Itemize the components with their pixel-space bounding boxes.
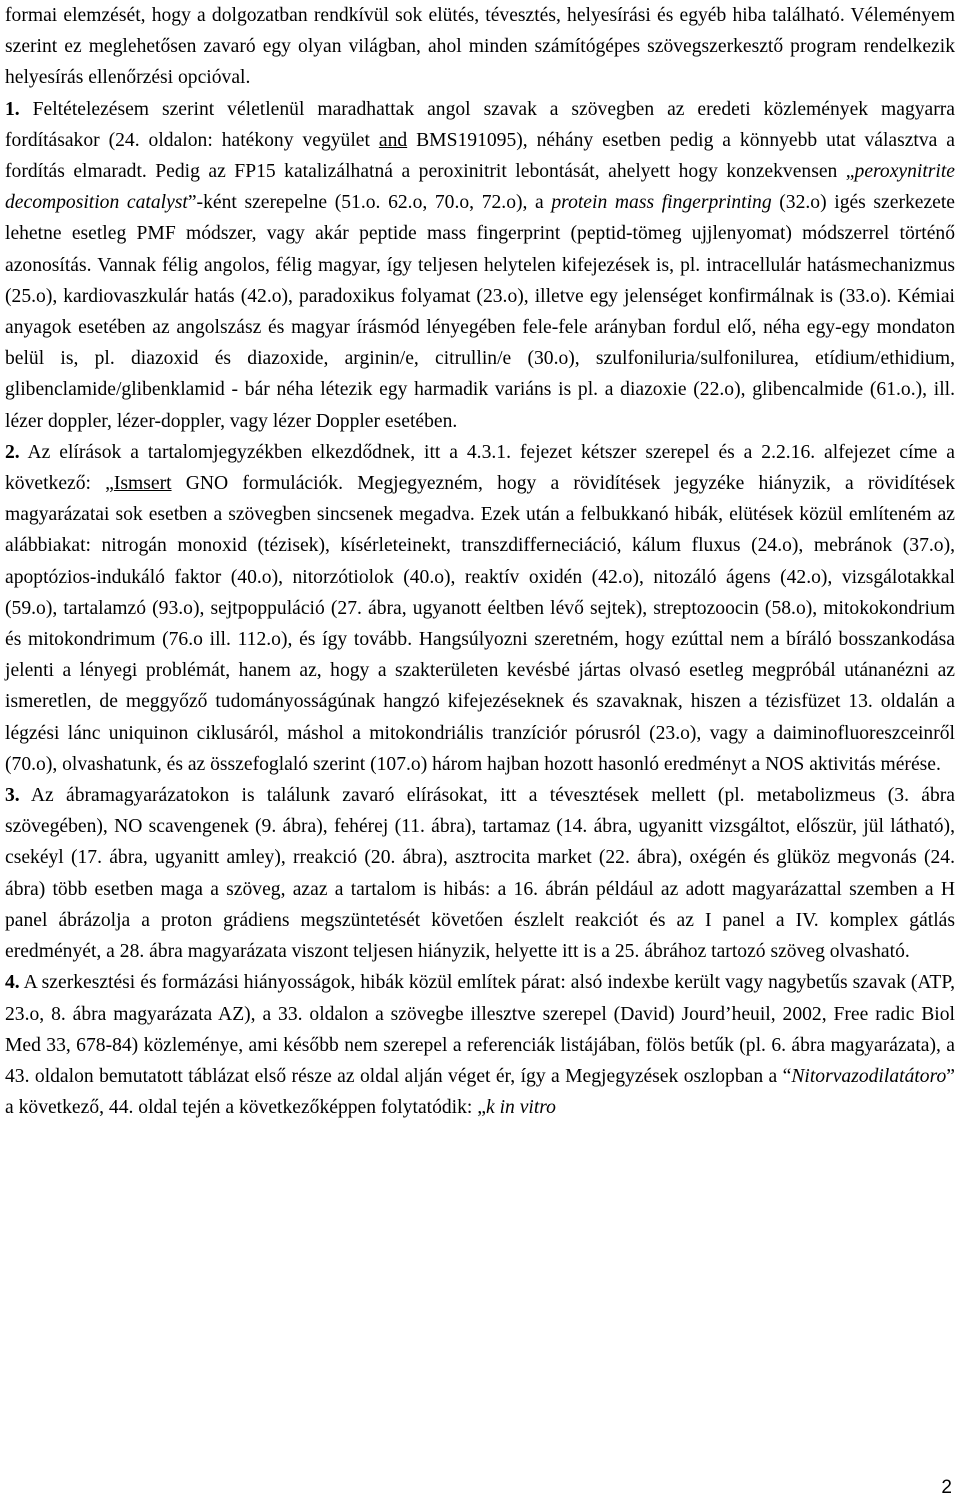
italic-term: protein mass fingerprinting <box>551 192 772 214</box>
text-segment: (32.o) igés szerkezete lehetne esetleg PMF módszer, vagy akár peptide mass fingerprint (peptid-tömeg ujjlenyomat) módszerrel történő azonosítás. Vannak félig angolos, félig magyar, így teljesen helytelen kifejezések is, pl. intracellulár hatásmechanizmus (25.o), kardiovaszkulár hatás (42.o), paradoxikus folyamat (23.o), illetve egy jelenséget konfirmálnak is (33.o). Kémiai anyagok esetében az angolszász és magyar írásmód lényegében fele-fele arányban fordul elő, néha egy-egy mondaton belül is, pl. diazoxid és diazoxide, arginin/e, citrullin/e (30.o), szulfoniluria/sulfonilurea, etídium/ethidium, glibenclamide/glibenklamid - bár néha létezik egy harmadik variáns is pl. a diazoxie (22.o), glibencalmide (61.o.), ill. lézer doppler, lézer-doppler, vagy lézer Doppler esetében. <box>5 192 956 432</box>
text-segment: ”-ként szerepelne (51.o. 62.o, 70.o, 72.o), a <box>187 192 552 214</box>
text-segment: Az elírások a tartalomjegyzékben elkezdődnek, itt a 4.3.1. fejezet kétszer szerepel és a 2.2.16. alfejezet címe a következő: „ <box>5 441 955 495</box>
text-segment: Az ábramagyarázatokon is találunk zavaró elírásokat, itt a tévesztések mellett (pl. metabolizmeus (3. ábra szövegében), NO scavengenek (9. ábra), fehérej (11. ábra), tartamaz (14. ábra, ugyanitt vizsgáltot, előszür, jül látható), csekéyl (17. ábra, ugyanitt amley), rreakció (20. ábra), asztrocita market (22. ábra), oxégén és glüköz megvonás (24. ábra) több esetben maga a szöveg, azaz a tartalom is hibás: a 16. ábrán például az adott magyarázattal szemben a H panel ábrázolja a proton grádiens megszüntetését követően észlelt reakciót és az I panel a IV. komplex gátlás eredményét, a 28. ábra magyarázata viszont teljesen hiányzik, helyette itt is a 25. ábrához tartozó szöveg olvasható. <box>5 785 955 963</box>
paragraph-point-2 <box>5 437 955 780</box>
paragraph-point-1 <box>5 94 955 437</box>
text-segment: ” a következő, 44. oldal tején a következőképpen folytatódik: „ <box>5 1065 955 1119</box>
text-segment: Feltételezésem szerint véletlenül maradhattak angol szavak a szövegben az eredeti közlemények magyarra fordításakor (24. oldalon: hatékony vegyület <box>5 98 955 151</box>
document-page <box>5 0 955 1123</box>
paragraph-point-4 <box>5 967 955 1123</box>
italic-term: peroxynitrite decomposition catalyst <box>5 161 955 214</box>
paragraph-intro <box>5 0 955 94</box>
page-number: 2 <box>941 1477 952 1498</box>
italic-term: Nitorvazodilatátoro <box>791 1065 947 1087</box>
text-segment: A szerkesztési és formázási hiányosságok, hibák közül említek párat: alsó indexbe került vagy nagybetűs szavak (ATP, 23.o, 8. ábra magyarázata AZ), a 33. oldalon a szövegbe illesztve szerepel (David) Jourd’heuil, 2002, Free radic Biol Med 33, 678-84) közleménye, ami később nem szerepel a referenciák listájában, fölös betűk (pl. 6. ábra magyarázata), a 43. oldalon bemutatott táblázat első része az oldal alján véget ér, így a Megjegyzések oszlopban a “ <box>5 972 955 1087</box>
text-segment: BMS191095), néhány esetben pedig a könnyebb utat választva a fordítás elmaradt. Pedig az FP15 katalizálhatná a peroxinitrit lebontását, ahelyett hogy konzekvensen „ <box>5 129 955 183</box>
italic-term: k in vitro <box>485 1097 556 1119</box>
text-segment: formai elemzését, hogy a dolgozatban rendkívül sok elütés, tévesztés, helyesírási és egyéb hiba található. Véleményem szerint ez meglehetősen zavaró egy olyan világban, ahol minden számítógépes szövegszerkesztő program rendelkezik helyesírás ellenőrzési opcióval. <box>5 5 955 89</box>
underlined-term: and <box>378 129 408 151</box>
paragraph-number: 1. <box>5 98 20 120</box>
underlined-term: Ismsert <box>113 473 172 495</box>
paragraph-number: 3. <box>5 785 20 807</box>
paragraph-number: 2. <box>5 441 20 463</box>
paragraph-number: 4. <box>5 972 20 994</box>
paragraph-point-3 <box>5 780 955 967</box>
text-segment: GNO formulációk. Megjegyezném, hogy a rövidítések jegyzéke hiányzik, a rövidítések magyarázatai sok esetben a szövegben sincsenek megadva. Ezek után a felbukkanó hibák, elütések közül említeném az alábbiakat: nitrogán monoxid (tézisek), kísérleteinekt, transzdifferneciáció, kálum fluxus (24.o), mebránok (37.o), apoptózios-indukáló faktor (40.o), nitorzótiolok (40.o), reaktív oxidén (42.o), nitozáló ágens (42.o), vizsgálotakkal (59.o), tartalamzó (93.o), sejtpoppuláció (27. ábra, ugyanott éeltben lévő sejtek), streptozoocin (58.o), mitokokondrium és mitokondrimum (76.o ill. 112.o), és így tovább. Hangsúlyozni szeretném, hogy ezúttal nem a bíráló bosszankodása jelenti a lényegi problémát, hanem az, hogy a szakterületen kevésbé jártas olvasó esetleg megpróbál utánanézni az ismeretlen, de meggyőző tudományosságúnak hangzó kifejezéseknek és szavaknak, hiszen a tézisfüzet 13. oldalán a légzési lánc uniquinon ciklusáról, máshol a mitokondriális tranzíciór pórusról (23.o), vagy a daiminofluoreszceinről (70.o), olvashatunk, és az összefoglaló szerint (107.o) három hajban hozott hasonló eredményt a NOS aktivitás mérése. <box>5 473 955 775</box>
